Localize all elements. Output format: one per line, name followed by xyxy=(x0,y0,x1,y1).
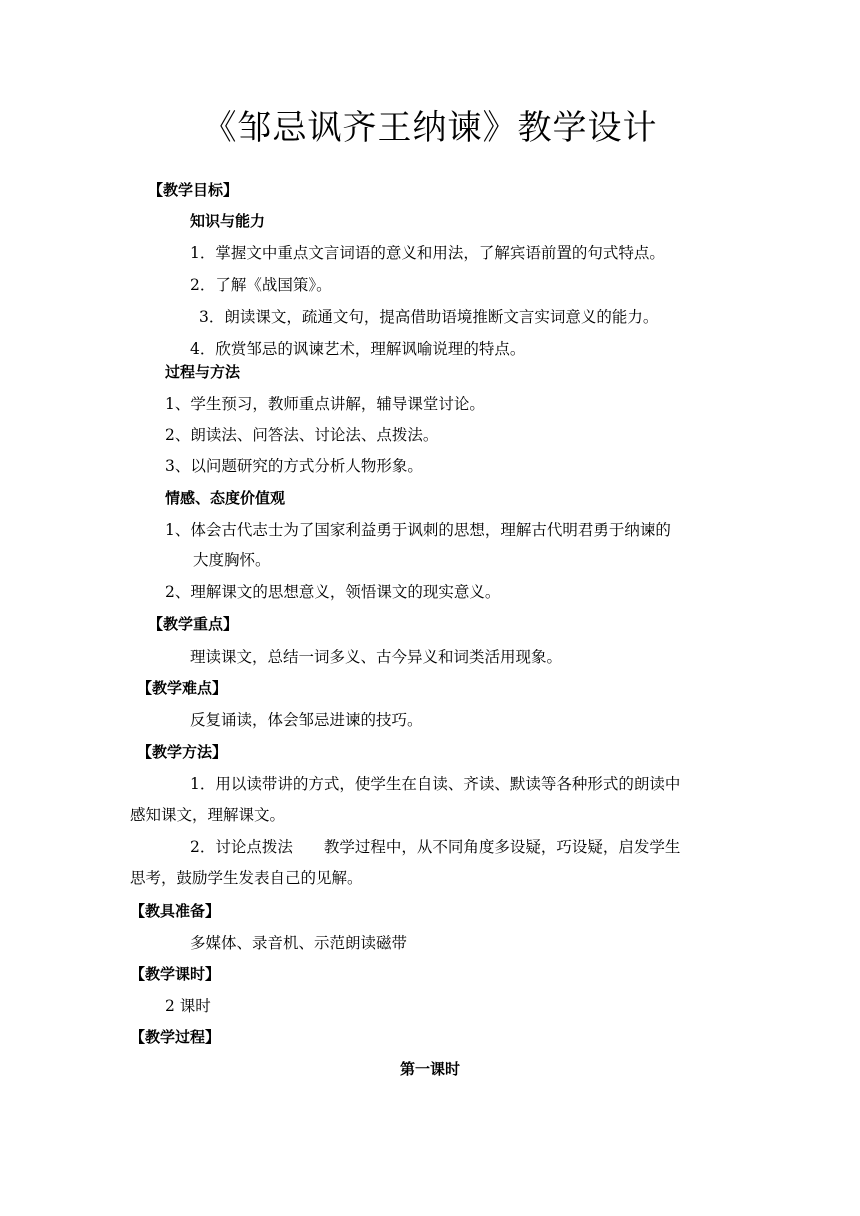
key-points-text: 理读课文，总结一词多义、古今异义和词类活用现象。 xyxy=(190,648,563,666)
process-item: 2、朗读法、问答法、讨论法、点拨法。 xyxy=(165,426,439,444)
process-heading: 过程与方法 xyxy=(165,363,241,381)
difficulties-text: 反复诵读，体会邹忌进谏的技巧。 xyxy=(190,711,423,729)
tools-heading: 【教具准备】 xyxy=(130,902,221,920)
hours-heading: 【教学课时】 xyxy=(130,965,221,983)
emotion-heading: 情感、态度价值观 xyxy=(165,489,286,507)
methods-line: 2．讨论点拨法 教学过程中，从不同角度多设疑，巧设疑，启发学生 xyxy=(190,838,681,856)
process-section-heading: 【教学过程】 xyxy=(130,1028,221,1046)
methods-heading: 【教学方法】 xyxy=(137,743,228,761)
key-points-heading: 【教学重点】 xyxy=(148,615,239,633)
difficulties-heading: 【教学难点】 xyxy=(137,679,228,697)
knowledge-heading: 知识与能力 xyxy=(190,212,266,230)
knowledge-item: 3．朗读课文，疏通文句，提高借助语境推断文言实词意义的能力。 xyxy=(199,308,659,326)
knowledge-item: 1．掌握文中重点文言词语的意义和用法，了解宾语前置的句式特点。 xyxy=(190,244,665,262)
first-lesson-heading: 第一课时 xyxy=(399,1060,460,1078)
knowledge-item: 2．了解《战国策》。 xyxy=(190,276,332,294)
process-item: 3、以问题研究的方式分析人物形象。 xyxy=(165,457,423,475)
tools-text: 多媒体、录音机、示范朗读磁带 xyxy=(190,934,408,952)
document-title: 《邹忌讽齐王纳谏》教学设计 xyxy=(202,108,658,148)
emotion-item-line: 大度胸怀。 xyxy=(193,551,271,569)
methods-line: 思考，鼓励学生发表自己的见解。 xyxy=(130,869,363,887)
methods-line: 感知课文，理解课文。 xyxy=(130,806,286,824)
goals-heading: 【教学目标】 xyxy=(148,181,239,199)
emotion-item-line: 1、体会古代志士为了国家利益勇于讽刺的思想，理解古代明君勇于纳谏的 xyxy=(165,521,671,539)
knowledge-item: 4．欣赏邹忌的讽谏艺术，理解讽喻说理的特点。 xyxy=(190,340,526,358)
hours-text: 2 课时 xyxy=(165,997,211,1015)
emotion-item: 2、理解课文的思想意义，领悟课文的现实意义。 xyxy=(165,583,501,601)
process-item: 1、学生预习，教师重点讲解，辅导课堂讨论。 xyxy=(165,395,485,413)
methods-line: 1．用以读带讲的方式，使学生在自读、齐读、默读等各种形式的朗读中 xyxy=(190,775,681,793)
